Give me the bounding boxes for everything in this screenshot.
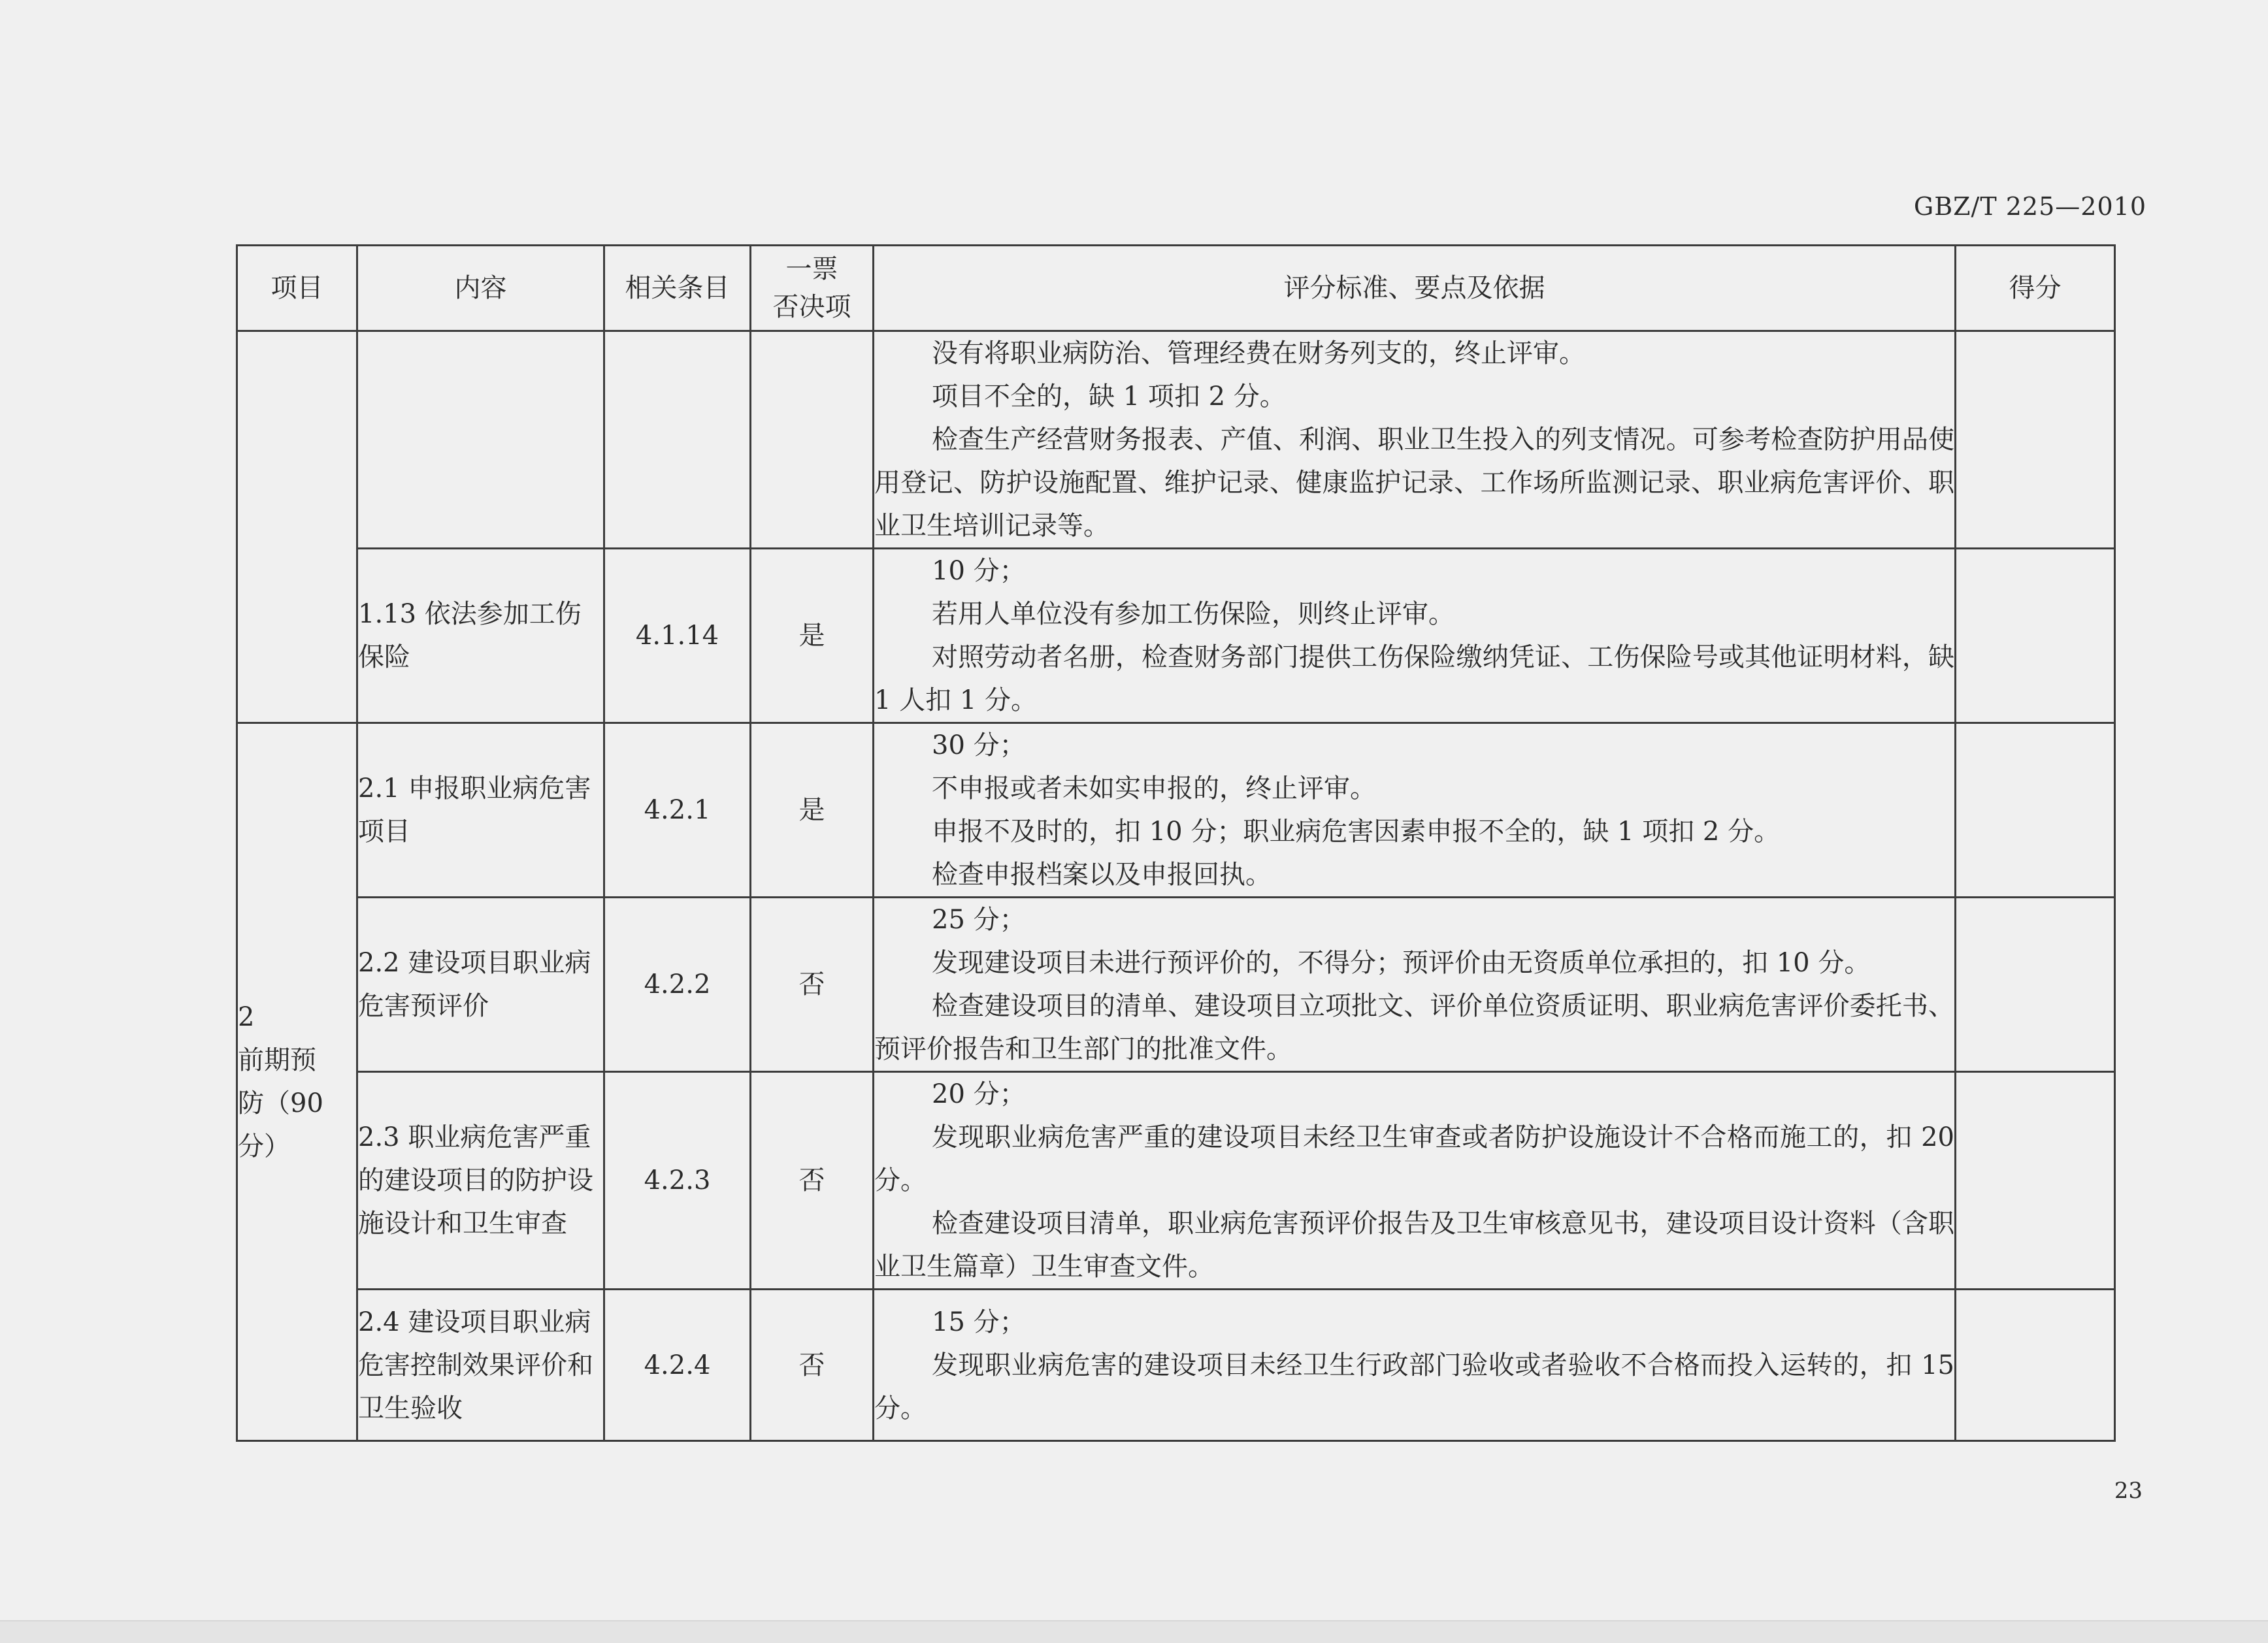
criteria-cell <box>874 549 1956 723</box>
table-row <box>237 1290 2115 1441</box>
veto-cell <box>751 331 874 549</box>
table-row <box>237 723 2115 898</box>
score-cell <box>1956 898 2115 1072</box>
column-header-veto <box>751 246 874 331</box>
veto-cell: 否 <box>751 898 874 1072</box>
criteria-line: 没有将职业病防治、管理经费在财务列支的，终止评审。 <box>932 338 1585 368</box>
criteria-line: 发现职业病危害严重的建设项目未经卫生审查或者防护设施设计不合格而施工的，扣 20 分。 <box>874 1122 1954 1196</box>
criteria-line: 申报不及时的，扣 10 分；职业病危害因素申报不全的，缺 1 项扣 2 分。 <box>932 817 1781 847</box>
item-line: 防（90 <box>238 1088 323 1118</box>
veto-cell: 否 <box>751 1072 874 1290</box>
criteria-line: 15 分； <box>932 1307 1026 1337</box>
score-cell <box>1956 1290 2115 1441</box>
column-header-content: 内容 <box>357 246 604 331</box>
column-header-item: 项目 <box>237 246 357 331</box>
criteria-line: 30 分； <box>932 730 1026 760</box>
page-number: 23 <box>2114 1478 2143 1504</box>
table-row <box>237 898 2115 1072</box>
table-row <box>237 549 2115 723</box>
score-cell <box>1956 1072 2115 1290</box>
criteria-cell <box>874 331 1956 549</box>
criteria-cell <box>874 1290 1956 1441</box>
criteria-line: 检查生产经营财务报表、产值、利润、职业卫生投入的列支情况。可参考检查防护用品使用登记、防护设施配置、维护记录、健康监护记录、工作场所监测记录、职业病危害评价、职业卫生培训记录等。 <box>874 425 1954 541</box>
criteria-line: 20 分； <box>932 1079 1026 1109</box>
veto-cell: 是 <box>751 723 874 898</box>
criteria-line: 检查建设项目清单，职业病危害预评价报告及卫生审核意见书，建设项目设计资料（含职业卫生篇章）卫生审查文件。 <box>874 1209 1954 1282</box>
criteria-line: 发现建设项目未进行预评价的，不得分；预评价由无资质单位承担的，扣 10 分。 <box>932 948 1871 978</box>
clause-cell: 4.2.1 <box>604 723 751 898</box>
criteria-line: 25 分； <box>932 905 1026 935</box>
criteria-line: 不申报或者未如实申报的，终止评审。 <box>932 773 1376 804</box>
table-row <box>237 1072 2115 1290</box>
clause-cell: 4.2.2 <box>604 898 751 1072</box>
scoring-table <box>236 244 2116 1442</box>
column-header-score: 得分 <box>1956 246 2115 331</box>
standard-code: GBZ/T 225—2010 <box>1913 192 2146 221</box>
column-header-clause: 相关条目 <box>604 246 751 331</box>
criteria-line: 项目不全的，缺 1 项扣 2 分。 <box>932 382 1286 412</box>
veto-header-line: 一票 <box>785 254 838 284</box>
score-cell <box>1956 549 2115 723</box>
clause-cell <box>604 331 751 549</box>
item-line: 前期预 <box>238 1045 316 1075</box>
criteria-line: 若用人单位没有参加工伤保险，则终止评审。 <box>932 599 1454 629</box>
criteria-line: 检查建设项目的清单、建设项目立项批文、评价单位资质证明、职业病危害评价委托书、预评价报告和卫生部门的批准文件。 <box>874 991 1954 1064</box>
criteria-cell <box>874 723 1956 898</box>
score-cell <box>1956 723 2115 898</box>
criteria-line: 10 分； <box>932 556 1026 586</box>
veto-cell: 是 <box>751 549 874 723</box>
criteria-line: 发现职业病危害的建设项目未经卫生行政部门验收或者验收不合格而投入运转的，扣 15 分。 <box>874 1350 1954 1423</box>
content-cell <box>357 331 604 549</box>
veto-header-line: 否决项 <box>772 292 851 322</box>
veto-cell: 否 <box>751 1290 874 1441</box>
item-cell <box>237 723 357 1441</box>
content-cell: 2.1 申报职业病危害项目 <box>357 723 604 898</box>
content-cell: 1.13 依法参加工伤保险 <box>357 549 604 723</box>
score-cell <box>1956 331 2115 549</box>
item-cell <box>237 331 357 723</box>
clause-cell: 4.2.3 <box>604 1072 751 1290</box>
table-header-row <box>237 246 2115 331</box>
item-line: 2 <box>238 1002 255 1032</box>
column-header-criteria: 评分标准、要点及依据 <box>874 246 1956 331</box>
content-cell: 2.4 建设项目职业病危害控制效果评价和卫生验收 <box>357 1290 604 1441</box>
criteria-cell <box>874 1072 1956 1290</box>
criteria-line: 对照劳动者名册，检查财务部门提供工伤保险缴纳凭证、工伤保险号或其他证明材料，缺 1 人扣 1 分。 <box>874 642 1954 715</box>
criteria-line: 检查申报档案以及申报回执。 <box>932 860 1272 890</box>
clause-cell: 4.2.4 <box>604 1290 751 1441</box>
item-line: 分） <box>238 1131 290 1162</box>
table-row <box>237 331 2115 549</box>
page-bottom-edge <box>0 1620 2268 1643</box>
criteria-cell <box>874 898 1956 1072</box>
content-cell: 2.3 职业病危害严重的建设项目的防护设施设计和卫生审查 <box>357 1072 604 1290</box>
content-cell: 2.2 建设项目职业病危害预评价 <box>357 898 604 1072</box>
clause-cell: 4.1.14 <box>604 549 751 723</box>
